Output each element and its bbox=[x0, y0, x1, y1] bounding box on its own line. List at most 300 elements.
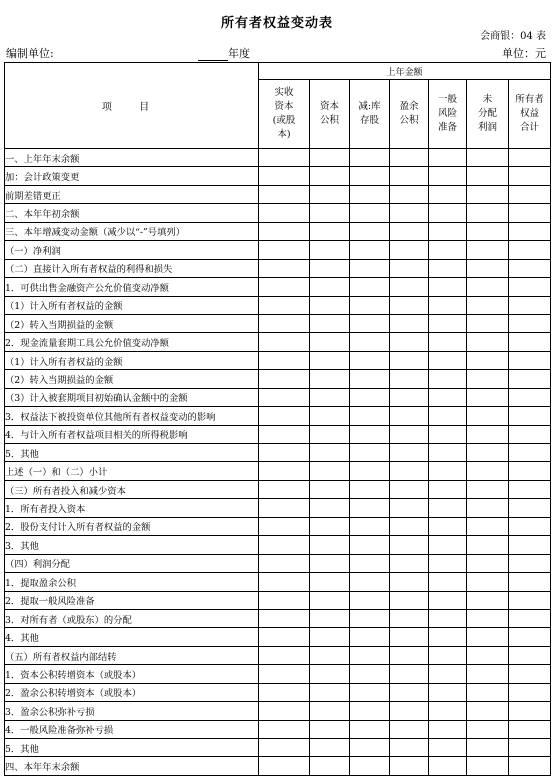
row-label: （三）所有者投入和减少资本 bbox=[5, 480, 259, 498]
column-header bbox=[429, 80, 467, 149]
amount-cell bbox=[429, 259, 467, 277]
amount-cell bbox=[350, 720, 390, 738]
column-header-line: 未 bbox=[482, 94, 493, 105]
amount-cell bbox=[509, 314, 551, 332]
amount-cell bbox=[467, 609, 509, 627]
amount-cell bbox=[390, 407, 429, 425]
row-label: 2．盈余公积转增资本（或股本） bbox=[5, 683, 259, 701]
amount-cell bbox=[350, 351, 390, 369]
amount-cell bbox=[390, 351, 429, 369]
row-label: 三、本年增减变动金额（减少以“-”号填列） bbox=[5, 222, 259, 240]
amount-cell bbox=[390, 591, 429, 609]
amount-cell bbox=[429, 739, 467, 757]
amount-cell bbox=[467, 739, 509, 757]
amount-cell bbox=[467, 757, 509, 775]
table-row bbox=[5, 646, 551, 664]
amount-cell bbox=[390, 499, 429, 517]
amount-cell bbox=[390, 683, 429, 701]
row-label: （四）利润分配 bbox=[5, 554, 259, 572]
table-row bbox=[5, 425, 551, 443]
amount-cell bbox=[259, 444, 310, 462]
column-header-line: 资本 bbox=[274, 101, 294, 112]
column-header-line: 权益 bbox=[520, 108, 540, 119]
amount-cell bbox=[259, 517, 310, 535]
amount-cell bbox=[259, 167, 310, 185]
amount-cell bbox=[390, 222, 429, 240]
amount-cell bbox=[310, 609, 350, 627]
amount-cell bbox=[310, 167, 350, 185]
amount-cell bbox=[467, 646, 509, 664]
amount-cell bbox=[429, 167, 467, 185]
row-label: （五）所有者权益内部结转 bbox=[5, 646, 259, 664]
amount-cell bbox=[467, 296, 509, 314]
amount-cell bbox=[429, 149, 467, 167]
table-row bbox=[5, 757, 551, 775]
amount-cell bbox=[509, 536, 551, 554]
amount-cell bbox=[509, 167, 551, 185]
table-row bbox=[5, 204, 551, 222]
amount-cell bbox=[350, 425, 390, 443]
amount-cell bbox=[429, 646, 467, 664]
row-label: 二、本年年初余额 bbox=[5, 204, 259, 222]
table-row bbox=[5, 609, 551, 627]
row-label: （3）计入被套期项目初始确认金额中的金额 bbox=[5, 388, 259, 406]
amount-cell bbox=[467, 499, 509, 517]
amount-cell bbox=[310, 444, 350, 462]
amount-cell bbox=[310, 149, 350, 167]
amount-cell bbox=[429, 720, 467, 738]
column-header-line: 盈余 bbox=[399, 101, 419, 112]
amount-cell bbox=[350, 702, 390, 720]
amount-cell bbox=[467, 554, 509, 572]
amount-cell bbox=[310, 222, 350, 240]
amount-cell bbox=[259, 314, 310, 332]
amount-cell bbox=[509, 185, 551, 203]
unit-label: 单位：元 bbox=[502, 47, 546, 60]
amount-cell bbox=[509, 591, 551, 609]
amount-cell bbox=[259, 628, 310, 646]
table-row bbox=[5, 241, 551, 259]
row-label: 5．其他 bbox=[5, 444, 259, 462]
amount-cell bbox=[467, 278, 509, 296]
row-label: 3．权益法下被投资单位其他所有者权益变动的影响 bbox=[5, 407, 259, 425]
amount-cell bbox=[509, 204, 551, 222]
amount-cell bbox=[310, 517, 350, 535]
amount-cell bbox=[259, 757, 310, 775]
amount-cell bbox=[350, 278, 390, 296]
amount-cell bbox=[467, 351, 509, 369]
amount-cell bbox=[429, 536, 467, 554]
amount-cell bbox=[350, 739, 390, 757]
amount-cell bbox=[259, 370, 310, 388]
amount-cell bbox=[259, 407, 310, 425]
table-row bbox=[5, 167, 551, 185]
amount-cell bbox=[467, 720, 509, 738]
amount-cell bbox=[350, 444, 390, 462]
amount-cell bbox=[467, 407, 509, 425]
amount-cell bbox=[350, 296, 390, 314]
amount-cell bbox=[310, 462, 350, 480]
amount-cell bbox=[390, 462, 429, 480]
table-row bbox=[5, 259, 551, 277]
amount-cell bbox=[429, 388, 467, 406]
amount-cell bbox=[350, 536, 390, 554]
column-header-line: 本) bbox=[277, 129, 291, 140]
amount-cell bbox=[259, 665, 310, 683]
statement-title: 所有者权益变动表 bbox=[220, 16, 333, 31]
amount-cell bbox=[259, 573, 310, 591]
table-row bbox=[5, 573, 551, 591]
amount-cell bbox=[467, 462, 509, 480]
amount-cell bbox=[310, 702, 350, 720]
amount-cell bbox=[429, 591, 467, 609]
amount-cell bbox=[259, 425, 310, 443]
amount-cell bbox=[467, 665, 509, 683]
row-label: （二）直接计入所有者权益的利得和损失 bbox=[5, 259, 259, 277]
amount-cell bbox=[467, 517, 509, 535]
amount-cell bbox=[509, 444, 551, 462]
amount-cell bbox=[390, 739, 429, 757]
table-row bbox=[5, 222, 551, 240]
amount-cell bbox=[429, 407, 467, 425]
table-row bbox=[5, 370, 551, 388]
amount-cell bbox=[390, 536, 429, 554]
column-header-line: 风险 bbox=[437, 108, 457, 119]
column-header-line: 实收 bbox=[274, 87, 294, 98]
amount-cell bbox=[509, 388, 551, 406]
group-header: 上年金额 bbox=[259, 63, 551, 80]
amount-cell bbox=[390, 720, 429, 738]
row-label: （2）转入当期损益的金额 bbox=[5, 370, 259, 388]
amount-cell bbox=[390, 702, 429, 720]
amount-cell bbox=[429, 702, 467, 720]
amount-cell bbox=[509, 609, 551, 627]
amount-cell bbox=[429, 757, 467, 775]
amount-cell bbox=[310, 720, 350, 738]
column-header bbox=[509, 80, 551, 149]
amount-cell bbox=[467, 480, 509, 498]
column-header-line: 公积 bbox=[399, 115, 419, 126]
amount-cell bbox=[390, 204, 429, 222]
amount-cell bbox=[509, 573, 551, 591]
amount-cell bbox=[429, 517, 467, 535]
table-row bbox=[5, 499, 551, 517]
row-label: （1）计入所有者权益的金额 bbox=[5, 351, 259, 369]
amount-cell bbox=[310, 757, 350, 775]
amount-cell bbox=[429, 665, 467, 683]
row-label: 1．所有者投入资本 bbox=[5, 499, 259, 517]
table-row bbox=[5, 720, 551, 738]
amount-cell bbox=[310, 296, 350, 314]
amount-cell bbox=[429, 296, 467, 314]
amount-cell bbox=[467, 222, 509, 240]
amount-cell bbox=[429, 185, 467, 203]
amount-cell bbox=[429, 222, 467, 240]
amount-cell bbox=[310, 314, 350, 332]
row-label: 5．其他 bbox=[5, 739, 259, 757]
amount-cell bbox=[509, 499, 551, 517]
amount-cell bbox=[259, 702, 310, 720]
amount-cell bbox=[310, 185, 350, 203]
column-header-line: 分配 bbox=[477, 108, 497, 119]
row-label: 1．资本公积转增资本（或股本） bbox=[5, 665, 259, 683]
amount-cell bbox=[429, 314, 467, 332]
amount-cell bbox=[259, 462, 310, 480]
table-row bbox=[5, 149, 551, 167]
row-label: 前期差错更正 bbox=[5, 185, 259, 203]
amount-cell bbox=[310, 573, 350, 591]
amount-cell bbox=[259, 536, 310, 554]
table-row bbox=[5, 480, 551, 498]
table-row bbox=[5, 665, 551, 683]
year-label: 年度 bbox=[228, 47, 250, 60]
amount-cell bbox=[350, 609, 390, 627]
column-header bbox=[467, 80, 509, 149]
amount-cell bbox=[350, 185, 390, 203]
amount-cell bbox=[350, 757, 390, 775]
amount-cell bbox=[509, 333, 551, 351]
amount-cell bbox=[509, 683, 551, 701]
table-row bbox=[5, 739, 551, 757]
amount-cell bbox=[429, 204, 467, 222]
amount-cell bbox=[467, 259, 509, 277]
amount-cell bbox=[390, 370, 429, 388]
amount-cell bbox=[350, 370, 390, 388]
amount-cell bbox=[350, 407, 390, 425]
row-label: 2．现金流量套期工具公允价值变动净额 bbox=[5, 333, 259, 351]
amount-cell bbox=[310, 739, 350, 757]
amount-cell bbox=[467, 149, 509, 167]
amount-cell bbox=[310, 683, 350, 701]
amount-cell bbox=[429, 609, 467, 627]
amount-cell bbox=[310, 370, 350, 388]
amount-cell bbox=[350, 480, 390, 498]
amount-cell bbox=[509, 462, 551, 480]
column-header bbox=[350, 80, 390, 149]
row-label: （一）净利润 bbox=[5, 241, 259, 259]
amount-cell bbox=[259, 241, 310, 259]
amount-cell bbox=[429, 278, 467, 296]
table-row bbox=[5, 407, 551, 425]
column-header-line: 合计 bbox=[520, 122, 540, 133]
amount-cell bbox=[259, 480, 310, 498]
amount-cell bbox=[310, 407, 350, 425]
amount-cell bbox=[310, 554, 350, 572]
amount-cell bbox=[350, 259, 390, 277]
column-header-line: (或股 bbox=[272, 115, 296, 126]
row-label: 4．其他 bbox=[5, 628, 259, 646]
table-row bbox=[5, 702, 551, 720]
amount-cell bbox=[350, 167, 390, 185]
amount-cell bbox=[509, 757, 551, 775]
amount-cell bbox=[310, 480, 350, 498]
row-label: 四、本年年末余额 bbox=[5, 757, 259, 775]
amount-cell bbox=[509, 702, 551, 720]
column-header-line: 减:库 bbox=[358, 101, 381, 112]
amount-cell bbox=[509, 222, 551, 240]
amount-cell bbox=[509, 628, 551, 646]
amount-cell bbox=[467, 314, 509, 332]
amount-cell bbox=[350, 222, 390, 240]
amount-cell bbox=[429, 444, 467, 462]
org-label: 编制单位: bbox=[6, 47, 54, 60]
amount-cell bbox=[467, 333, 509, 351]
amount-cell bbox=[350, 665, 390, 683]
amount-cell bbox=[429, 480, 467, 498]
column-header-line: 利润 bbox=[477, 122, 497, 133]
amount-cell bbox=[467, 425, 509, 443]
table-row bbox=[5, 351, 551, 369]
amount-cell bbox=[390, 646, 429, 664]
amount-cell bbox=[390, 517, 429, 535]
amount-cell bbox=[310, 333, 350, 351]
amount-cell bbox=[350, 149, 390, 167]
amount-cell bbox=[390, 480, 429, 498]
amount-cell bbox=[259, 185, 310, 203]
amount-cell bbox=[310, 241, 350, 259]
amount-cell bbox=[350, 314, 390, 332]
amount-cell bbox=[390, 259, 429, 277]
amount-cell bbox=[350, 628, 390, 646]
amount-cell bbox=[429, 425, 467, 443]
amount-cell bbox=[509, 739, 551, 757]
amount-cell bbox=[467, 702, 509, 720]
column-header bbox=[259, 80, 310, 149]
amount-cell bbox=[429, 499, 467, 517]
column-header bbox=[310, 80, 350, 149]
row-label: （1）计入所有者权益的金额 bbox=[5, 296, 259, 314]
amount-cell bbox=[467, 204, 509, 222]
column-header bbox=[390, 80, 429, 149]
column-header-line: 存股 bbox=[359, 115, 379, 126]
amount-cell bbox=[509, 407, 551, 425]
amount-cell bbox=[310, 278, 350, 296]
amount-cell bbox=[429, 683, 467, 701]
amount-cell bbox=[310, 204, 350, 222]
table-row bbox=[5, 683, 551, 701]
amount-cell bbox=[259, 278, 310, 296]
amount-cell bbox=[509, 480, 551, 498]
table-row bbox=[5, 333, 551, 351]
amount-cell bbox=[390, 665, 429, 683]
amount-cell bbox=[350, 333, 390, 351]
amount-cell bbox=[310, 259, 350, 277]
amount-cell bbox=[259, 646, 310, 664]
table-row bbox=[5, 444, 551, 462]
amount-cell bbox=[259, 222, 310, 240]
amount-cell bbox=[390, 167, 429, 185]
amount-cell bbox=[429, 554, 467, 572]
amount-cell bbox=[467, 241, 509, 259]
form-code: 会商银：04 表 bbox=[480, 31, 546, 42]
amount-cell bbox=[390, 149, 429, 167]
equity-statement-table bbox=[4, 62, 551, 776]
amount-cell bbox=[467, 167, 509, 185]
amount-cell bbox=[467, 683, 509, 701]
row-label: 3．盈余公积弥补亏损 bbox=[5, 702, 259, 720]
amount-cell bbox=[390, 296, 429, 314]
amount-cell bbox=[509, 278, 551, 296]
row-label: 4．一般风险准备弥补亏损 bbox=[5, 720, 259, 738]
amount-cell bbox=[350, 204, 390, 222]
amount-cell bbox=[350, 499, 390, 517]
amount-cell bbox=[509, 425, 551, 443]
row-label: 1．可供出售金融资产公允价值变动净额 bbox=[5, 278, 259, 296]
amount-cell bbox=[509, 296, 551, 314]
year-field bbox=[198, 45, 250, 61]
amount-cell bbox=[509, 517, 551, 535]
amount-cell bbox=[509, 259, 551, 277]
amount-cell bbox=[259, 149, 310, 167]
table-row bbox=[5, 517, 551, 535]
amount-cell bbox=[310, 425, 350, 443]
amount-cell bbox=[509, 720, 551, 738]
row-label: 一、上年年末余额 bbox=[5, 149, 259, 167]
table-row bbox=[5, 554, 551, 572]
amount-cell bbox=[350, 462, 390, 480]
amount-cell bbox=[467, 591, 509, 609]
amount-cell bbox=[509, 665, 551, 683]
amount-cell bbox=[390, 185, 429, 203]
amount-cell bbox=[390, 757, 429, 775]
table-row bbox=[5, 278, 551, 296]
amount-cell bbox=[390, 573, 429, 591]
row-label: 2．提取一般风险准备 bbox=[5, 591, 259, 609]
amount-cell bbox=[310, 646, 350, 664]
item-header: 项 目 bbox=[5, 63, 259, 149]
amount-cell bbox=[259, 204, 310, 222]
table-row bbox=[5, 296, 551, 314]
table-row bbox=[5, 628, 551, 646]
amount-cell bbox=[259, 351, 310, 369]
amount-cell bbox=[259, 739, 310, 757]
amount-cell bbox=[259, 609, 310, 627]
amount-cell bbox=[390, 609, 429, 627]
amount-cell bbox=[259, 683, 310, 701]
amount-cell bbox=[509, 554, 551, 572]
amount-cell bbox=[259, 499, 310, 517]
amount-cell bbox=[310, 499, 350, 517]
amount-cell bbox=[509, 370, 551, 388]
amount-cell bbox=[509, 351, 551, 369]
amount-cell bbox=[467, 185, 509, 203]
row-label: 4．与计入所有者权益项目相关的所得税影响 bbox=[5, 425, 259, 443]
amount-cell bbox=[259, 720, 310, 738]
row-label: （2）转入当期损益的金额 bbox=[5, 314, 259, 332]
amount-cell bbox=[467, 536, 509, 554]
amount-cell bbox=[310, 591, 350, 609]
column-header-line: 准备 bbox=[437, 122, 457, 133]
amount-cell bbox=[259, 296, 310, 314]
amount-cell bbox=[429, 241, 467, 259]
amount-cell bbox=[429, 573, 467, 591]
amount-cell bbox=[350, 646, 390, 664]
amount-cell bbox=[259, 333, 310, 351]
amount-cell bbox=[390, 444, 429, 462]
table-row bbox=[5, 591, 551, 609]
amount-cell bbox=[467, 444, 509, 462]
amount-cell bbox=[310, 665, 350, 683]
amount-cell bbox=[509, 646, 551, 664]
table-row bbox=[5, 388, 551, 406]
row-label: 2．股份支付计入所有者权益的金额 bbox=[5, 517, 259, 535]
amount-cell bbox=[467, 370, 509, 388]
amount-cell bbox=[509, 241, 551, 259]
table-row bbox=[5, 314, 551, 332]
amount-cell bbox=[390, 314, 429, 332]
amount-cell bbox=[429, 351, 467, 369]
amount-cell bbox=[429, 370, 467, 388]
